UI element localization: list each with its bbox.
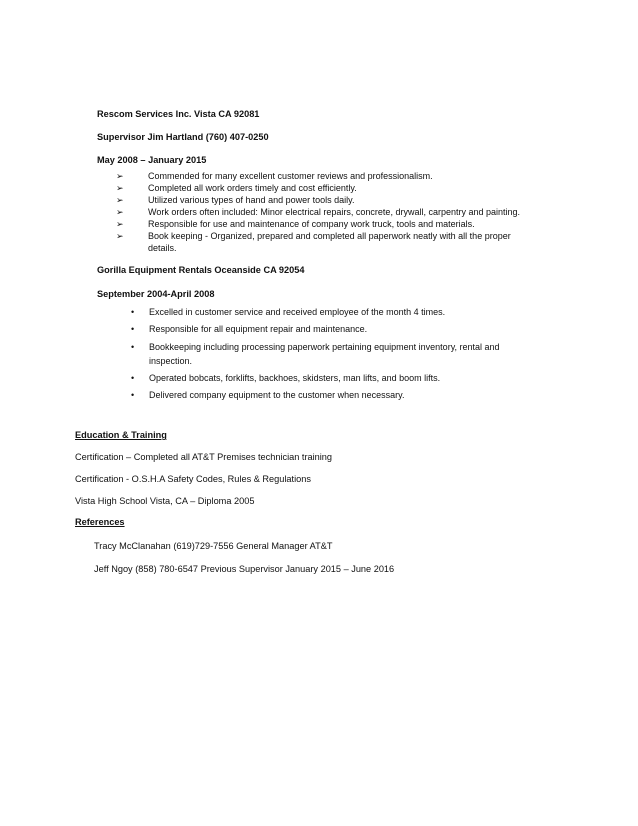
dot-bullet-icon: • — [131, 373, 135, 383]
reference-line: Jeff Ngoy (858) 780-6547 Previous Supervisor January 2015 – June 2016 — [94, 564, 395, 574]
job1-dates: May 2008 – January 2015 — [97, 155, 207, 165]
education-line: Vista High School Vista, CA – Diploma 2005 — [75, 496, 255, 506]
dot-bullet-icon: • — [131, 390, 135, 400]
arrow-bullet-icon: ➢ — [116, 219, 124, 229]
reference-line: Tracy McClanahan (619)729-7556 General Manager AT&T — [94, 541, 333, 551]
arrow-bullet-icon: ➢ — [116, 183, 124, 193]
dot-bullet-icon: • — [131, 324, 135, 334]
references-heading: References — [75, 517, 125, 527]
job2-company: Gorilla Equipment Rentals Oceanside CA 92054 — [97, 265, 305, 275]
arrow-bullet-icon: ➢ — [116, 207, 124, 217]
dot-bullet-icon: • — [131, 342, 135, 352]
resume-page: Rescom Services Inc. Vista CA 92081 Supervisor Jim Hartland (760) 407-0250 May 2008 – January 2015 ➢ Commended for many excellent customer reviews and professionalism. ➢ Completed all work orders timely and cost efficiently. ➢ Utilized various types of hand and power tools daily. ➢ Work orders often included: Minor electrical repairs, concrete, drywall, carpentry and painting. ➢ Responsible for use and maintenance of company work truck, tools and materials. ➢ Book keeping - Organized, prepared and completed all paperwork neatly with all the proper details. Gorilla Equipment Rentals Oceanside CA 92054 September 2004-April 2008 • Excelled in customer service and received employee of the month 4 times. • Responsible for all equipment repair and maintenance. • Bookkeeping including processing paperwork pertaining equipment inventory, rental and inspection. • Operated bobcats, forklifts, backhoes, skidsters, man lifts, and boom lifts. • Delivered company equipment to the customer when necessary. Education & Training Certification – Completed all AT&T Premises technician training Certification - O.S.H.A Safety Codes, Rules & Regulations Vista High School Vista, CA – Diploma 2005 References Tracy McClanahan (619)729-7556 General Manager AT&T Jeff Ngoy (858) 780-6547 Previous Supervisor January 2015 – June 2016 — [75, 109, 521, 574]
dot-bullet-icon: • — [131, 307, 135, 317]
arrow-bullet-icon: ➢ — [116, 171, 124, 181]
education-heading: Education & Training — [75, 430, 167, 440]
education-line: Certification - O.S.H.A Safety Codes, Rules & Regulations — [75, 474, 311, 484]
job1-company: Rescom Services Inc. Vista CA 92081 — [97, 109, 260, 119]
job1-supervisor: Supervisor Jim Hartland (760) 407-0250 — [97, 132, 269, 142]
arrow-bullet-icon: ➢ — [116, 195, 124, 205]
job2-dates: September 2004-April 2008 — [97, 289, 215, 299]
education-line: Certification – Completed all AT&T Premises technician training — [75, 452, 333, 462]
arrow-bullet-icon: ➢ — [116, 231, 124, 241]
